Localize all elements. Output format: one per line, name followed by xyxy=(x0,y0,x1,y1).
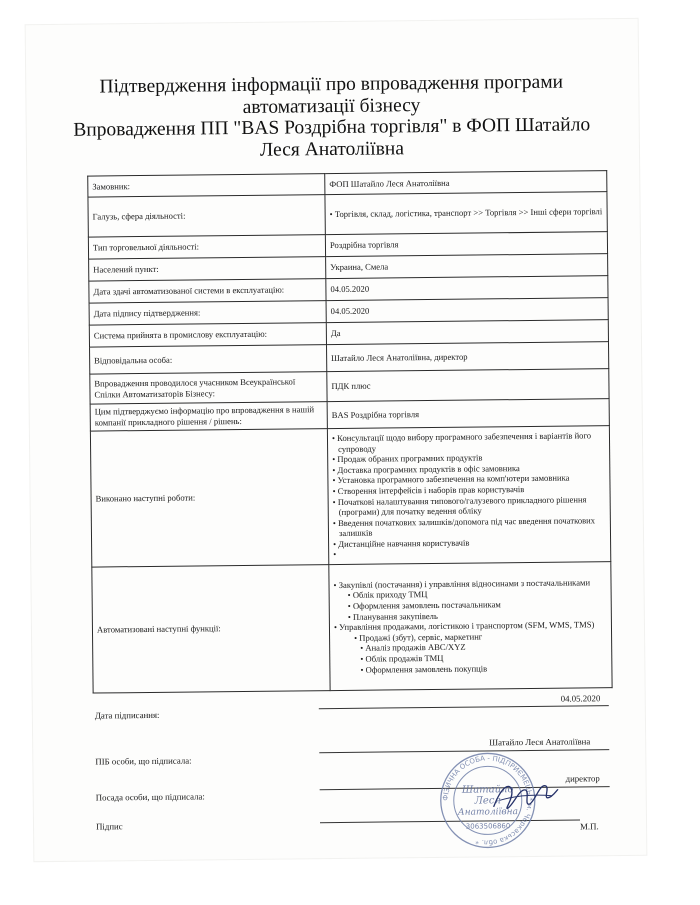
sign-position-label: Посада особи, що підписала: xyxy=(95,791,205,803)
row-value: Роздрібна торгівля xyxy=(325,232,607,257)
row-value: Шатайло Леся Анатоліївна, директор xyxy=(327,342,609,372)
function-item: • Оформлення замовлень покупців xyxy=(334,662,607,675)
row-value: 04.05.2020 xyxy=(326,276,608,301)
sign-name-label: ПІБ особи, що підписала: xyxy=(95,755,192,767)
works-item: • Початкові налаштування типового/галузевого прикладного рішення (програми) для початку ведення обліку xyxy=(333,494,606,518)
row-value xyxy=(329,562,612,691)
svg-text:Леся: Леся xyxy=(474,795,502,807)
row-industry xyxy=(88,192,607,237)
function-item: • Облік продажів ТМЦ xyxy=(334,651,607,664)
works-item: • Консультації щодо вибору програмного забезпечення і варіантів його супроводу xyxy=(332,430,605,454)
document-title xyxy=(66,71,597,163)
function-item: • Облік приходу ТМЦ xyxy=(334,588,607,601)
works-item: • Доставка програмних продуктів в офіс замовника xyxy=(332,462,605,475)
row-label: Відповідальна особа: xyxy=(90,345,327,374)
works-list xyxy=(332,430,606,560)
row-label: Система прийнята в промислову експлуатацію: xyxy=(89,323,326,347)
function-item: • Оформлення замовлень постачальникам xyxy=(334,598,607,611)
row-value xyxy=(327,426,610,565)
row-value: BAS Роздрібна торгівля xyxy=(327,399,609,429)
row-works xyxy=(90,426,610,567)
document-page xyxy=(26,19,647,861)
sign-date-line xyxy=(319,705,609,709)
row-value: Да xyxy=(326,320,608,345)
row-value: ПДК плюс xyxy=(327,369,609,402)
row-value: • Торгівля, склад, логістика, транспорт >> Торгівля >> Інші сфери торгівлі xyxy=(325,192,607,235)
row-label: Цим підтверджуємо інформацію про впровадження в нашій компанії прикладного рішення / рішень: xyxy=(90,402,327,431)
function-item: • Закупівлі (постачання) і управління відносинами з постачальниками xyxy=(333,577,606,590)
sign-name-value: Шатайло Леся Анатоліївна xyxy=(489,736,591,748)
functions-list xyxy=(333,577,607,675)
function-item: • Планування закупівель xyxy=(334,609,607,622)
svg-text:3063506860: 3063506860 xyxy=(465,822,511,831)
row-label: Дата підпису підтвердження: xyxy=(89,301,326,325)
works-item: • Створення інтерфейсів і наборів прав користувачів xyxy=(332,483,605,496)
sign-signature-label: Підпис xyxy=(95,821,123,832)
row-label: Тип торговельної діяльності: xyxy=(88,235,325,259)
works-item: • Продаж обраних програмних продуктів xyxy=(332,451,605,464)
row-functions xyxy=(92,562,612,693)
row-label: Впровадження проводилося учасником Всеукраїнської Спілки Автоматизаторів Бізнесу: xyxy=(90,372,327,404)
svg-text:Шатайло: Шатайло xyxy=(461,784,514,796)
sign-position-value: директор xyxy=(565,773,600,784)
sign-date-value: 04.05.2020 xyxy=(560,693,601,704)
stamp-place-mark: М.П. xyxy=(580,821,599,832)
svg-text:ФІЗИЧНА ОСОБА - ПІДПРИЄМЕЦЬ *: ФІЗИЧНА ОСОБА - ПІДПРИЄМЕЦЬ * м. Черкаська обл. * xyxy=(441,754,534,847)
row-label: Виконано наступні роботи: xyxy=(90,429,328,567)
title-line-2: автоматизації бізнесу xyxy=(242,94,421,118)
handwritten-signature xyxy=(490,776,560,817)
row-value: Украина, Смела xyxy=(326,254,608,279)
function-item: • Управління продажами, логістикою і транспортом (SFM, WMS, TMS) xyxy=(334,619,607,632)
row-label: Дата здачі автоматизованої системи в експлуатацію: xyxy=(89,279,326,303)
title-line-1: Підтвердження інформації про впровадження програми xyxy=(99,71,564,98)
title-line-3: Впровадження ПП "BAS Роздрібна торгівля" в ФОП Шатайло xyxy=(73,114,591,141)
row-value: 04.05.2020 xyxy=(326,298,608,323)
row-value-text: Торгівля, склад, логістика, транспорт >> Торгівля >> Інші сфери торгівлі xyxy=(334,206,603,220)
works-item: • Дистанційне навчання користувачів xyxy=(333,536,606,549)
row-label: Населений пункт: xyxy=(89,257,326,281)
row-label: Замовник: xyxy=(88,174,325,197)
row-label: Автоматизовані наступні функції: xyxy=(92,565,330,693)
svg-text:Анатоліївна: Анатоліївна xyxy=(457,807,519,818)
row-label: Галузь, сфера діяльності: xyxy=(88,195,325,237)
function-item: • Продажі (збут), сервіс, маркетинг xyxy=(334,630,607,643)
info-table xyxy=(87,170,612,693)
row-value: ФОП Шатайло Леся Анатоліївна xyxy=(325,171,607,195)
works-item: • Введення початкових залишків/допомога під час введення початкових залишків xyxy=(333,515,606,539)
function-item: • Аналіз продажів ABC/XYZ xyxy=(334,641,607,654)
works-item: • Установка програмного забезпечення на комп'ютери замовника xyxy=(332,472,605,485)
title-line-4: Леся Анатоліївна xyxy=(259,137,405,161)
sign-date-label: Дата підписання: xyxy=(94,709,160,721)
works-item xyxy=(333,547,606,560)
